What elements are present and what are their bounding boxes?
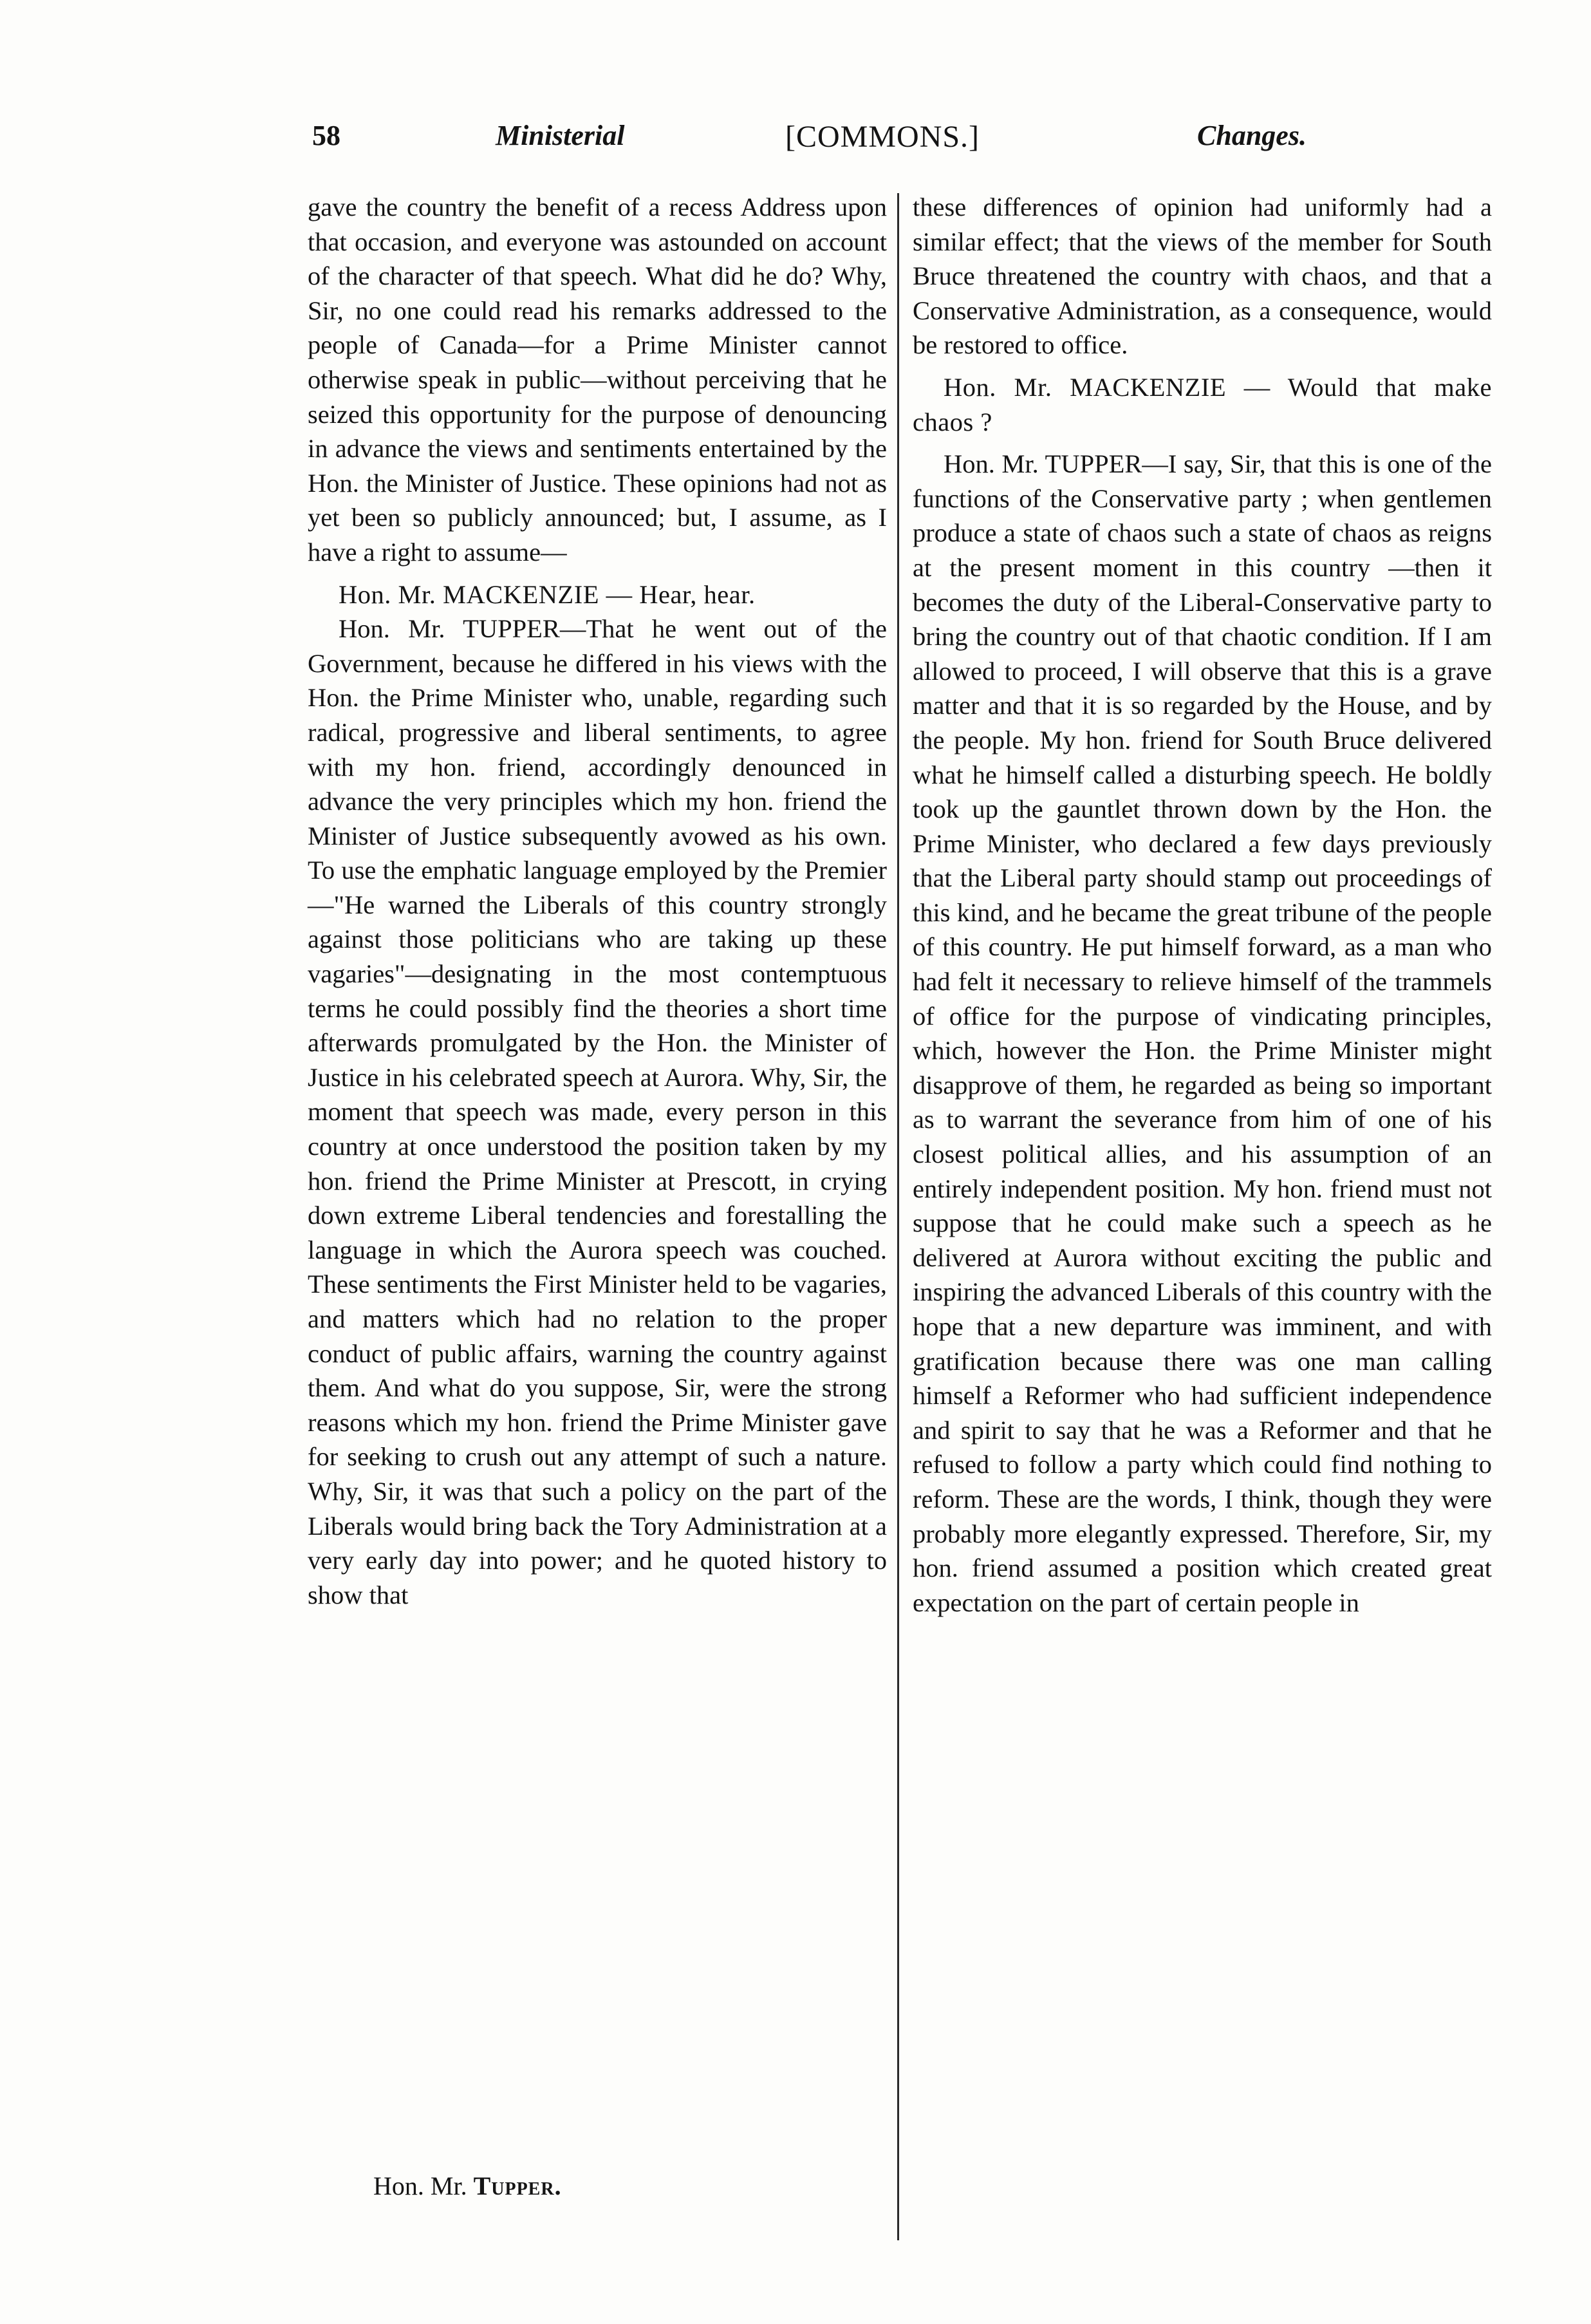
running-head-right: Changes. xyxy=(1197,120,1307,151)
left-column xyxy=(308,190,887,2121)
left-paragraph-3: Hon. Mr. TUPPER—That he went out of the Government, because he differed in his views with the Hon. the Prime Minister who, unable, regarding such radical, progressive and liberal sentiments, to agree with my hon. friend, accordingly denounced in advance the very principles which my hon. friend the Minister of Justice subsequently avowed as his own. To use the emphatic language employed by the Premier—"He warned the Liberals of this country strongly against those politicians who are taking up these vagaries"—designating in the most contemptuous terms he could possibly find the theories a short time afterwards promulgated by the Hon. the Minister of Justice in his celebrated speech at Aurora. Why, Sir, the moment that speech was made, every person in this country at once understood the position taken by my hon. friend the Prime Minister at Prescott, in crying down extreme Liberal tendencies and forestalling the language in which the Aurora speech was couched. These sentiments the First Minister held to be vagaries, and matters which had no relation to the proper conduct of public affairs, warning the country against them. And what do you suppose, Sir, were the strong reasons which my hon. friend the Prime Minister gave for seeking to crush out any attempt of such a nature. Why, Sir, it was that such a policy on the part of the Liberals would bring back the Tory Administration at a very early day into power; and he quoted history to show that xyxy=(308,614,887,1609)
right-paragraph-1: these differences of opinion had uniformly had a similar effect; that the views of the member for South Bruce threatened the country with chaos, and that a Conservative Administration, as a consequence, would be restored to office. xyxy=(913,192,1492,360)
right-paragraph-2: Hon. Mr. MACKENZIE — Would that make chaos ? xyxy=(913,372,1492,436)
column-divider xyxy=(897,193,899,2240)
footer-speaker-name: Tupper. xyxy=(473,2171,562,2200)
page-header xyxy=(309,119,1326,177)
footer-prefix: Hon. Mr. xyxy=(373,2171,474,2200)
running-head-left: Ministerial xyxy=(496,120,625,151)
right-paragraph-3: Hon. Mr. TUPPER—I say, Sir, that this is one of the functions of the Conservative party ; when gentlemen produce a state of chaos such a state of chaos as reigns at the present moment in this country —then it becomes the duty of the Liberal-Conservative party to bring the country out of that chaotic condition. If I am allowed to proceed, I will observe that this is a grave matter and that it is so regarded by the House, and by the people. My hon. friend for South Bruce delivered what he himself called a disturbing speech. He boldly took up the gauntlet thrown down by the Hon. the Prime Minister, who declared a few days previously that the Liberal party should stamp out proceedings of this kind, and he became the great tribune of the people of this country. He put himself forward, as a man who had felt it necessary to relieve himself of the trammels of office for the purpose of vindicating principles, which, however the Hon. the Prime Minister might disapprove of them, he regarded as being so important as to warrant the severance from him of one of his closest political allies, and his assumption of an entirely independent position. My hon. friend must not suppose that he could make such a speech as he delivered at Aurora without exciting the public and inspiring the advanced Liberals of this country with the hope that a new departure was imminent, and with gratification because there was one man calling himself a Reformer who had sufficient independence and spirit to say that he was a Reformer and that he refused to follow a party which could find nothing to reform. These are the words, I think, though they were probably more elegantly expressed. Therefore, Sir, my hon. friend assumed a position which created great expectation on the part of certain people in xyxy=(913,449,1492,1617)
right-column xyxy=(913,190,1492,2218)
running-head-center: [COMMONS.] xyxy=(785,120,980,154)
page-footer xyxy=(373,2171,562,2201)
left-paragraph-2: Hon. Mr. MACKENZIE — Hear, hear. xyxy=(339,579,756,609)
left-paragraph-1: gave the country the benefit of a recess Address upon that occasion, and everyone was astounded on account of the character of that speech. What did he do? Why, Sir, no one could read his remarks addressed to the people of Canada—for a Prime Minister cannot otherwise speak in public—without perceiving that he seized this opportunity for the purpose of denouncing in advance the views and sentiments entertained by the Hon. the Minister of Justice. These opinions had not as yet been so publicly announced; but, I assume, as I have a right to assume— xyxy=(308,192,887,567)
page-number: 58 xyxy=(312,120,340,151)
